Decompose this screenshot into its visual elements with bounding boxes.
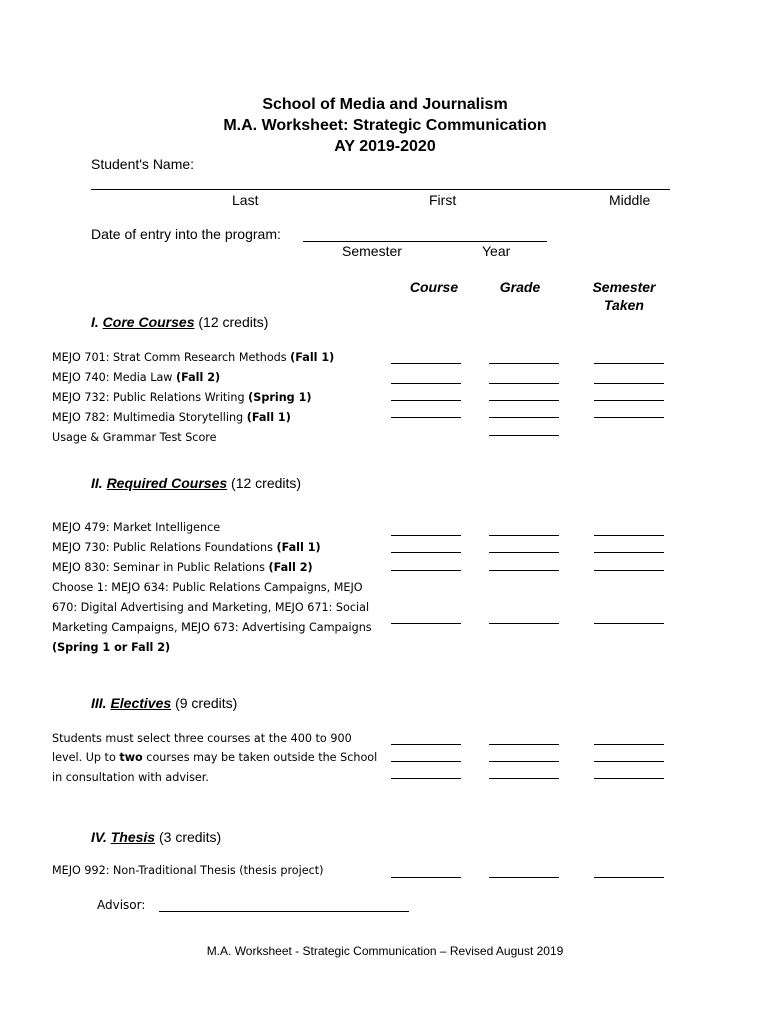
semester-column-head [584,278,664,314]
electives-numeral: III. [91,695,107,711]
req-4-grade-blank[interactable] [489,623,559,624]
student-name-label: Student's Name: [91,156,195,172]
core-course-5: Usage & Grammar Test Score [52,431,217,444]
thesis-name: Thesis [110,829,156,845]
thesis-semester-blank[interactable] [594,877,664,878]
required-choose-line-2: 670: Digital Advertising and Marketing, MEJO 671: Social [52,601,370,614]
semester-head-line1: Semester [592,279,656,295]
elec-3-grade-blank[interactable] [489,778,559,779]
core-1-grade-blank[interactable] [489,363,559,364]
electives-section-heading [91,695,237,711]
core-course-1: MEJO 701: Strat Comm Research Methods (Fall 1) [52,351,335,364]
semester-head-line2: Taken [604,297,644,313]
req-1-grade-blank[interactable] [489,535,559,536]
req-4-course-blank[interactable] [391,623,461,624]
core-course-2: MEJO 740: Media Law (Fall 2) [52,371,221,384]
grammar-score-blank[interactable] [489,435,559,436]
elec-1-grade-blank[interactable] [489,744,559,745]
core-4-course-blank[interactable] [391,417,461,418]
electives-line-2: level. Up to two courses may be taken outside the School [52,751,378,764]
thesis-credits: (3 credits) [158,829,222,845]
core-3-grade-blank[interactable] [489,400,559,401]
entry-date-line[interactable] [303,241,547,242]
student-name-line[interactable] [91,189,670,190]
page-footer: M.A. Worksheet - Strategic Communication – Revised August 2019 [206,944,564,958]
elec-2-course-blank[interactable] [391,761,461,762]
core-3-semester-blank[interactable] [594,400,664,401]
req-4-semester-blank[interactable] [594,623,664,624]
elec-3-semester-blank[interactable] [594,778,664,779]
electives-name: Electives [110,695,172,711]
thesis-grade-blank[interactable] [489,877,559,878]
semester-label: Semester [342,243,402,259]
core-4-semester-blank[interactable] [594,417,664,418]
elec-2-semester-blank[interactable] [594,761,664,762]
core-4-grade-blank[interactable] [489,417,559,418]
worksheet-title: M.A. Worksheet: Strategic Communication [223,117,547,134]
thesis-numeral: IV. [91,829,107,845]
required-course-1: MEJO 479: Market Intelligence [52,521,221,534]
req-2-course-blank[interactable] [391,552,461,553]
required-course-2: MEJO 730: Public Relations Foundations (Fall 1) [52,541,321,554]
first-name-label: First [429,192,457,208]
core-credits: (12 credits) [198,314,269,330]
grade-column-head: Grade [499,279,541,295]
required-choose-line-3: Marketing Campaigns, MEJO 673: Advertising Campaigns [52,621,372,634]
electives-line-3: in consultation with adviser. [52,771,209,784]
core-2-grade-blank[interactable] [489,383,559,384]
req-2-grade-blank[interactable] [489,552,559,553]
middle-name-label: Middle [609,192,651,208]
electives-credits: (9 credits) [175,695,238,711]
academic-year: AY 2019-2020 [334,138,436,155]
core-name: Core Courses [102,314,195,330]
course-column-head: Course [409,279,459,295]
year-label: Year [482,243,511,259]
electives-line-1: Students must select three courses at the 400 to 900 [52,732,352,745]
core-course-3: MEJO 732: Public Relations Writing (Spring 1) [52,391,312,404]
advisor-line[interactable] [159,911,409,912]
elec-1-semester-blank[interactable] [594,744,664,745]
core-course-4: MEJO 782: Multimedia Storytelling (Fall 1) [52,411,291,424]
required-choose-line-1: Choose 1: MEJO 634: Public Relations Campaigns, MEJO [52,581,363,594]
thesis-course: MEJO 992: Non-Traditional Thesis (thesis project) [52,864,324,877]
elec-1-course-blank[interactable] [391,744,461,745]
core-3-course-blank[interactable] [391,400,461,401]
elec-2-grade-blank[interactable] [489,761,559,762]
req-1-course-blank[interactable] [391,535,461,536]
req-3-semester-blank[interactable] [594,570,664,571]
required-credits: (12 credits) [231,475,302,491]
core-numeral: I. [91,314,99,330]
core-1-course-blank[interactable] [391,363,461,364]
core-2-course-blank[interactable] [391,383,461,384]
required-course-3: MEJO 830: Seminar in Public Relations (Fall 2) [52,561,313,574]
core-section-heading [91,314,268,330]
advisor-label: Advisor: [97,898,146,912]
entry-date-label: Date of entry into the program: [91,226,281,242]
required-section-heading [91,475,301,491]
required-numeral: II. [91,475,103,491]
req-1-semester-blank[interactable] [594,535,664,536]
last-name-label: Last [232,192,259,208]
thesis-section-heading [91,829,221,845]
elec-3-course-blank[interactable] [391,778,461,779]
req-3-grade-blank[interactable] [489,570,559,571]
document-title: School of Media and Journalism [262,96,508,113]
core-2-semester-blank[interactable] [594,383,664,384]
req-3-course-blank[interactable] [391,570,461,571]
req-2-semester-blank[interactable] [594,552,664,553]
required-name: Required Courses [106,475,228,491]
core-1-semester-blank[interactable] [594,363,664,364]
required-choose-term: (Spring 1 or Fall 2) [52,641,171,654]
thesis-course-blank[interactable] [391,877,461,878]
